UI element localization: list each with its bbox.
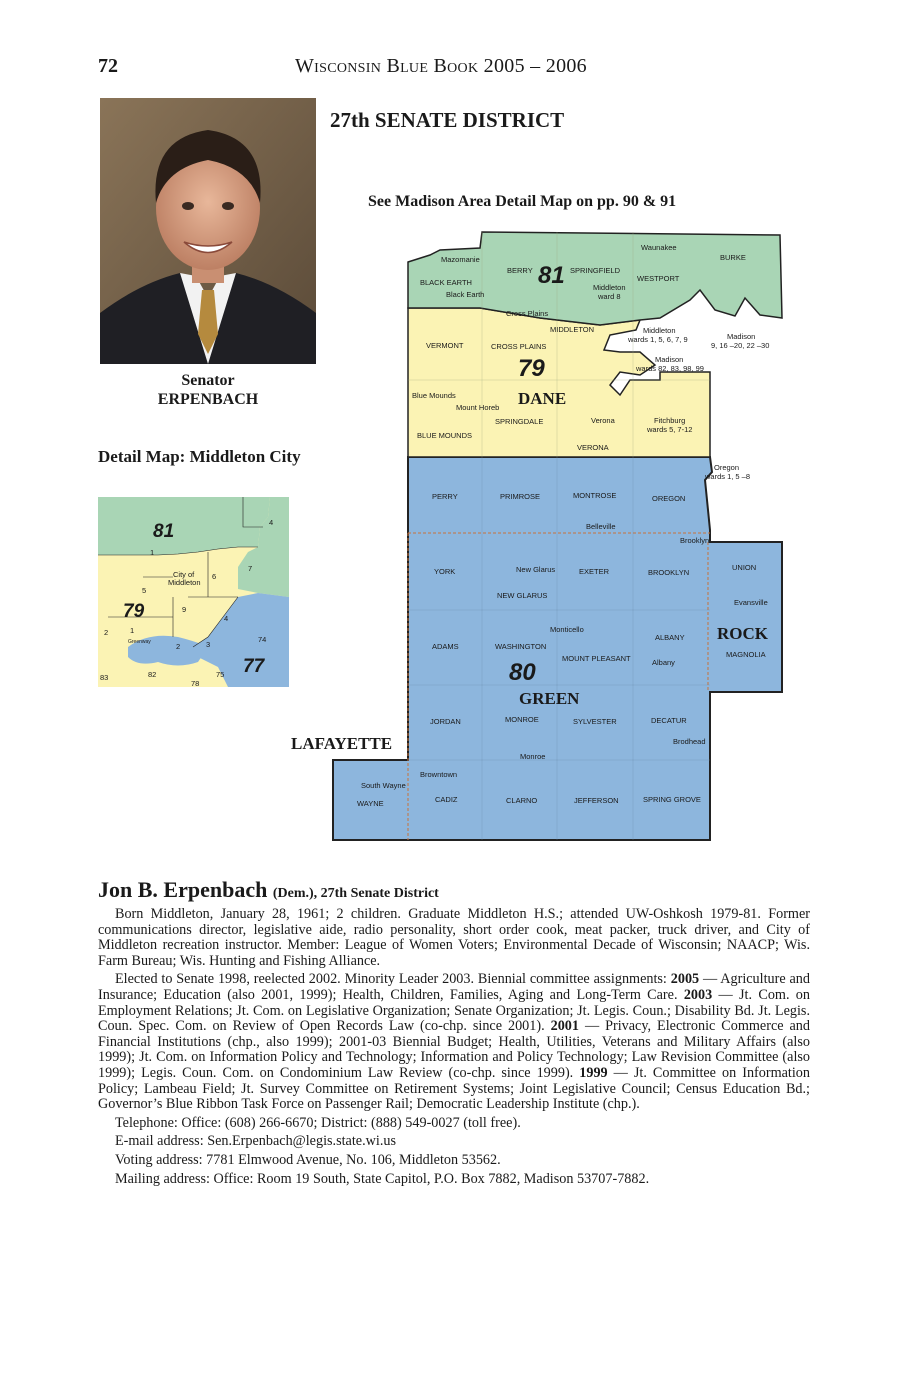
place-mount-horeb: Mount Horeb <box>456 403 500 412</box>
detail-label-middleton: Middleton <box>168 578 201 587</box>
place-monticello: Monticello <box>550 625 584 634</box>
detail-map-title: Detail Map: Middleton City <box>98 447 301 466</box>
place-cadiz: CADIZ <box>435 795 458 804</box>
detail-ward-75: 75 <box>216 670 225 679</box>
bio-mailing-address: Mailing address: Office: Room 19 South, State Capitol, P.O. Box 7882, Madison 53707-7882. <box>115 1170 650 1187</box>
place-madison-a-1: Madison <box>727 332 756 341</box>
detail-ward-1b: 1 <box>130 626 135 635</box>
place-verona-twp: VERONA <box>577 443 609 452</box>
running-head: Wisconsin Blue Book 2005 – 2006 <box>295 55 587 77</box>
detail-map-middleton <box>98 497 289 687</box>
place-spring-grove: SPRING GROVE <box>643 795 701 804</box>
caption-name: ERPENBACH <box>157 391 259 408</box>
photo-caption <box>100 371 316 409</box>
bio-email: E-mail address: Sen.Erpenbach@legis.state.wi.us <box>115 1133 396 1150</box>
caption-title: Senator <box>181 372 235 389</box>
detail-label-greenway: Greenway <box>128 639 151 645</box>
place-burke: BURKE <box>720 253 746 262</box>
place-new-glarus-twp: NEW GLARUS <box>497 591 548 600</box>
place-albany: Albany <box>652 658 675 667</box>
place-verona-city: Verona <box>591 416 615 425</box>
detail-district-77: 77 <box>243 656 265 677</box>
place-brodhead: Brodhead <box>673 737 706 746</box>
place-westport: WESTPORT <box>637 274 680 283</box>
page-number: 72 <box>98 55 118 77</box>
place-adams: ADAMS <box>432 642 459 651</box>
place-vermont: VERMONT <box>426 341 464 350</box>
place-middleton-wards-b: wards 1, 5, 6, 7, 9 <box>628 335 688 344</box>
district-map <box>330 225 790 845</box>
place-jordan: JORDAN <box>430 717 461 726</box>
place-springfield: SPRINGFIELD <box>570 266 621 275</box>
bio-voting-address: Voting address: 7781 Elmwood Avenue, No. 106, Middleton 53562. <box>115 1151 501 1168</box>
place-decatur: DECATUR <box>651 716 687 725</box>
bio-text <box>98 907 810 1190</box>
place-south-wayne: South Wayne <box>361 781 406 790</box>
detail-ward-9: 9 <box>182 605 187 614</box>
place-brooklyn: Brooklyn <box>680 536 710 545</box>
place-mount-pleasant: MOUNT PLEASANT <box>562 654 631 663</box>
place-montrose: MONTROSE <box>573 491 617 500</box>
county-lafayette: LAFAYETTE <box>291 734 393 753</box>
senator-name: Jon B. Erpenbach <box>98 877 268 902</box>
bio-paragraph-committees: Elected to Senate 1998, reelected 2002. Minority Leader 2003. Biennial committee assignments: 2005 — Agriculture and Insurance; Education (also 2001, 1999); Health, Children, Families, Aging and Long-Term Care. 2003 — Jt. Com. on Employment Relations; Jt. Com. on Legislative Organization; Senate Organization; Jt. Legis. Coun.; Disability Bd. Jt. Legis. Coun. Spec. Com. on Review of Open Records Law (co-chp. since 2001). 2001 — Privacy, Electronic Commerce and Financial Institutions (chp., also 1999); 2001-03 Biennial Budget; Health, Utilities, Veterans and Military Affairs (also 1999); Jt. Com. on Information Policy and Technology; Information and Policy Technology; Law Revision Committee (also 1999); Legis. Coun. Com. on Condominium Law Review (co-chp. since 1999). 1999 — Jt. Committee on Information Policy; Lambeau Field; Jt. Survey Committee on Retirement Systems; Joint Legislative Council; Census Education Bd.; Governor’s Blue Ribbon Task Force on Passenger Rail; Democratic Leadership Institute (chp.). <box>98 971 810 1113</box>
place-black-earth-twp: BLACK EARTH <box>420 278 472 287</box>
place-fitchburg-2: wards 5, 7-12 <box>647 425 693 434</box>
district-title: 27th SENATE DISTRICT <box>330 108 565 132</box>
place-browntown: Browntown <box>420 770 458 779</box>
detail-label-city: City of <box>173 570 195 579</box>
place-wayne: WAYNE <box>357 799 384 808</box>
senator-affiliation: (Dem.), 27th Senate District <box>272 886 439 901</box>
county-rock: ROCK <box>717 624 768 643</box>
place-waunakee: Waunakee <box>641 243 677 252</box>
detail-ward-3: 3 <box>206 640 211 649</box>
place-belleville: Belleville <box>586 522 616 531</box>
detail-ward-2: 2 <box>104 628 109 637</box>
detail-ward-4: 4 <box>269 518 274 527</box>
place-exeter: EXETER <box>579 567 610 576</box>
place-new-glarus: New Glarus <box>516 565 556 574</box>
place-clarno: CLARNO <box>506 796 538 805</box>
district-80-number: 80 <box>509 659 536 686</box>
detail-ward-2b: 2 <box>176 642 181 651</box>
place-middleton-wards-a: Middleton <box>643 326 676 335</box>
detail-ward-83: 83 <box>100 673 109 682</box>
place-magnolia: MAGNOLIA <box>726 650 766 659</box>
place-oregon-1: Oregon <box>714 463 740 472</box>
district-79-number: 79 <box>518 355 545 382</box>
place-perry: PERRY <box>432 492 458 501</box>
place-madison-b-2: wards 82, 83, 98, 99 <box>636 364 704 373</box>
senator-photo <box>100 98 316 364</box>
detail-ward-74: 74 <box>258 635 267 644</box>
place-springdale: SPRINGDALE <box>495 417 544 426</box>
place-fitchburg-1: Fitchburg <box>654 416 686 425</box>
place-monroe-twp: MONROE <box>505 715 539 724</box>
place-madison-b-1: Madison <box>655 355 684 364</box>
place-middleton-twp: MIDDLETON <box>550 325 595 334</box>
place-brooklyn-twp: BROOKLYN <box>648 568 690 577</box>
detail-ward-4b: 4 <box>224 614 229 623</box>
place-monroe: Monroe <box>520 752 546 761</box>
detail-ward-5: 5 <box>142 586 147 595</box>
madison-detail-note: See Madison Area Detail Map on pp. 90 & 91 <box>368 193 677 210</box>
place-york: YORK <box>434 567 456 576</box>
bio-heading <box>98 877 439 903</box>
place-cross-plains-twp: CROSS PLAINS <box>491 342 547 351</box>
detail-ward-6: 6 <box>212 572 217 581</box>
place-madison-a-2: 9, 16 –20, 22 –30 <box>711 341 770 350</box>
place-union: UNION <box>732 563 757 572</box>
place-black-earth: Black Earth <box>446 290 485 299</box>
place-middleton-w8-b: ward 8 <box>598 292 621 301</box>
place-middleton-w8-a: Middleton <box>593 283 626 292</box>
place-cross-plains: Cross Plains <box>506 309 549 318</box>
bio-telephone: Telephone: Office: (608) 266-6670; District: (888) 549-0027 (toll free). <box>115 1114 521 1131</box>
place-washington: WASHINGTON <box>495 642 547 651</box>
place-evansville: Evansville <box>734 598 768 607</box>
county-green: GREEN <box>519 689 580 708</box>
detail-district-79: 79 <box>123 601 145 622</box>
detail-ward-1: 1 <box>150 548 155 557</box>
detail-district-81: 81 <box>153 521 175 542</box>
place-berry: BERRY <box>507 266 533 275</box>
bio-paragraph-background: Born Middleton, January 28, 1961; 2 children. Graduate Middleton H.S.; attended UW-Oshkosh 1979-81. Former communications director, legislative aide, radio personality, short order cook, meat packer, truck driver, and City of Middleton recreation instructor. Member: League of Women Voters; Environmental Decade of Wisconsin; NAACP; Wis. Farm Bureau; Wis. Hunting and Fishing Alliance. <box>98 906 810 969</box>
place-mazomanie: Mazomanie <box>441 255 480 264</box>
place-oregon-2: wards 1, 5 –8 <box>705 472 751 481</box>
place-oregon-twp: OREGON <box>652 494 686 503</box>
detail-ward-82: 82 <box>148 670 157 679</box>
place-jefferson: JEFFERSON <box>574 796 619 805</box>
place-blue-mounds-twp: BLUE MOUNDS <box>417 431 473 440</box>
county-dane: DANE <box>518 389 567 408</box>
place-primrose: PRIMROSE <box>500 492 541 501</box>
district-81-number: 81 <box>538 262 565 289</box>
place-albany-twp: ALBANY <box>655 633 685 642</box>
detail-ward-78: 78 <box>191 679 200 687</box>
place-sylvester: SYLVESTER <box>573 717 617 726</box>
detail-ward-7: 7 <box>248 564 253 573</box>
place-blue-mounds: Blue Mounds <box>412 391 456 400</box>
